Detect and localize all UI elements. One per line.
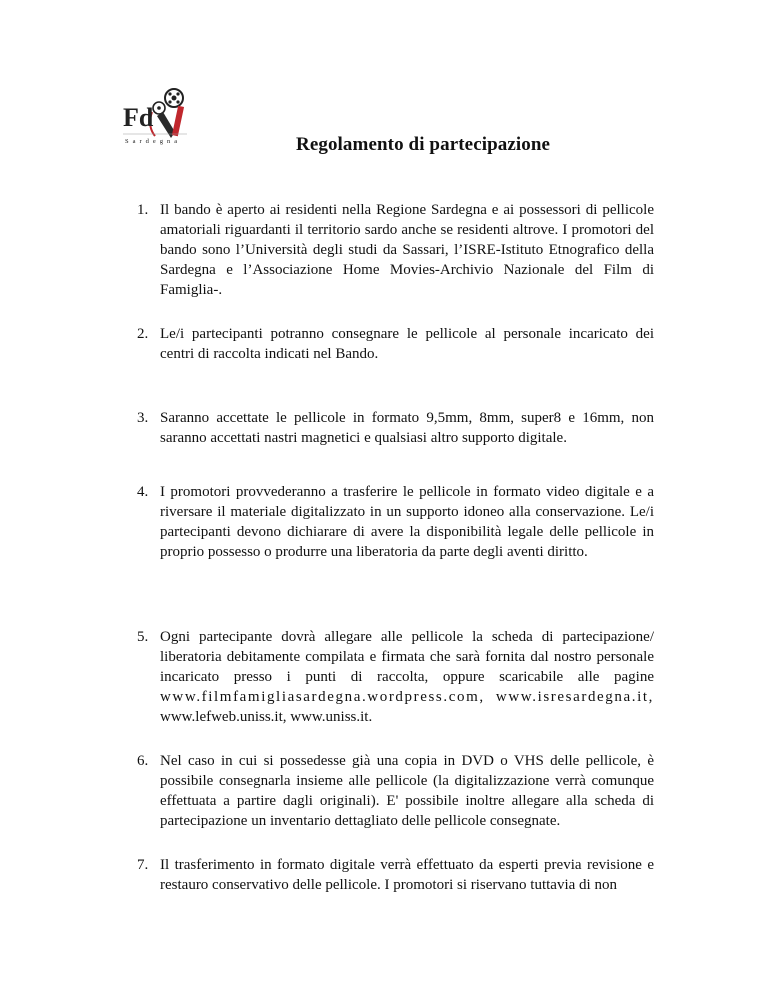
item-text: Il bando è aperto ai residenti nella Regione Sardegna e ai possessori di pellicole amatoriali riguardanti il territorio sardo anche se residenti altrove. I promotori del bando sono l’Università degli studi da Sassari, l’ISRE-Istituto Etnografico della Sardegna e l’Associazione Home Movies-Archivio Nazionale del Film di Famiglia-. bbox=[160, 202, 654, 298]
list-item bbox=[138, 482, 654, 562]
item-number: 2. bbox=[137, 326, 149, 342]
item-text: Il trasferimento in formato digitale verrà effettuato da esperti previa revisione e restauro conservativo delle pellicole. I promotori si riservano tuttavia di non bbox=[160, 857, 654, 893]
website-links-more[interactable]: www.lefweb.uniss.it, www.uniss.it. bbox=[160, 709, 373, 725]
item-text: Saranno accettate le pellicole in formato 9,5mm, 8mm, super8 e 16mm, non saranno accettati nastri magnetici e qualsiasi altro supporto digitale. bbox=[160, 410, 654, 446]
item-text: I promotori provvederanno a trasferire le pellicole in formato video digitale e a riversare il materiale digitalizzato in un supporto idoneo alla conservazione. Le/i partecipanti devono dichiarare di avere la disponibilità legale delle pellicole in proprio possesso o produrre una liberatoria da parte degli aventi diritto. bbox=[160, 484, 654, 560]
item-number: 6. bbox=[137, 753, 149, 769]
item-number: 4. bbox=[137, 484, 149, 500]
item-number: 1. bbox=[137, 202, 149, 218]
list-item bbox=[138, 627, 654, 727]
item-text bbox=[160, 627, 654, 727]
list-item bbox=[138, 855, 654, 895]
item-number: 7. bbox=[137, 857, 149, 873]
item-text-intro: Ogni partecipante dovrà allegare alle pellicole la scheda di partecipazione/ liberatoria debitamente compilata e firmata che sarà fornita dal nostro personale incaricato presso i punti di raccolta, oppure scaricabile alle pagine bbox=[160, 629, 654, 685]
item-text: Nel caso in cui si possedesse già una copia in DVD o VHS delle pellicole, è possibile consegnarla insieme alle pellicole (la digitalizzazione verrà comunque effettuata a partire dagli originali). E' possibile inoltre allegare alla scheda di partecipazione un inventario dettagliato delle pellicole consegnate. bbox=[160, 753, 654, 829]
item-number: 3. bbox=[137, 410, 149, 426]
website-links[interactable]: www.filmfamigliasardegna.wordpress.com, www.isresardegna.it, bbox=[160, 689, 654, 705]
item-number: 5. bbox=[137, 629, 149, 645]
list-item bbox=[138, 324, 654, 364]
svg-text:Fd: Fd bbox=[123, 103, 154, 132]
list-item bbox=[138, 751, 654, 831]
page-title: Regolamento di partecipazione bbox=[296, 134, 551, 155]
svg-text:Sardegna: Sardegna bbox=[125, 138, 182, 145]
list-item bbox=[138, 408, 654, 448]
item-text: Le/i partecipanti potranno consegnare le pellicole al personale incaricato dei centri di raccolta indicati nel Bando. bbox=[160, 326, 654, 362]
list-item bbox=[138, 200, 654, 300]
